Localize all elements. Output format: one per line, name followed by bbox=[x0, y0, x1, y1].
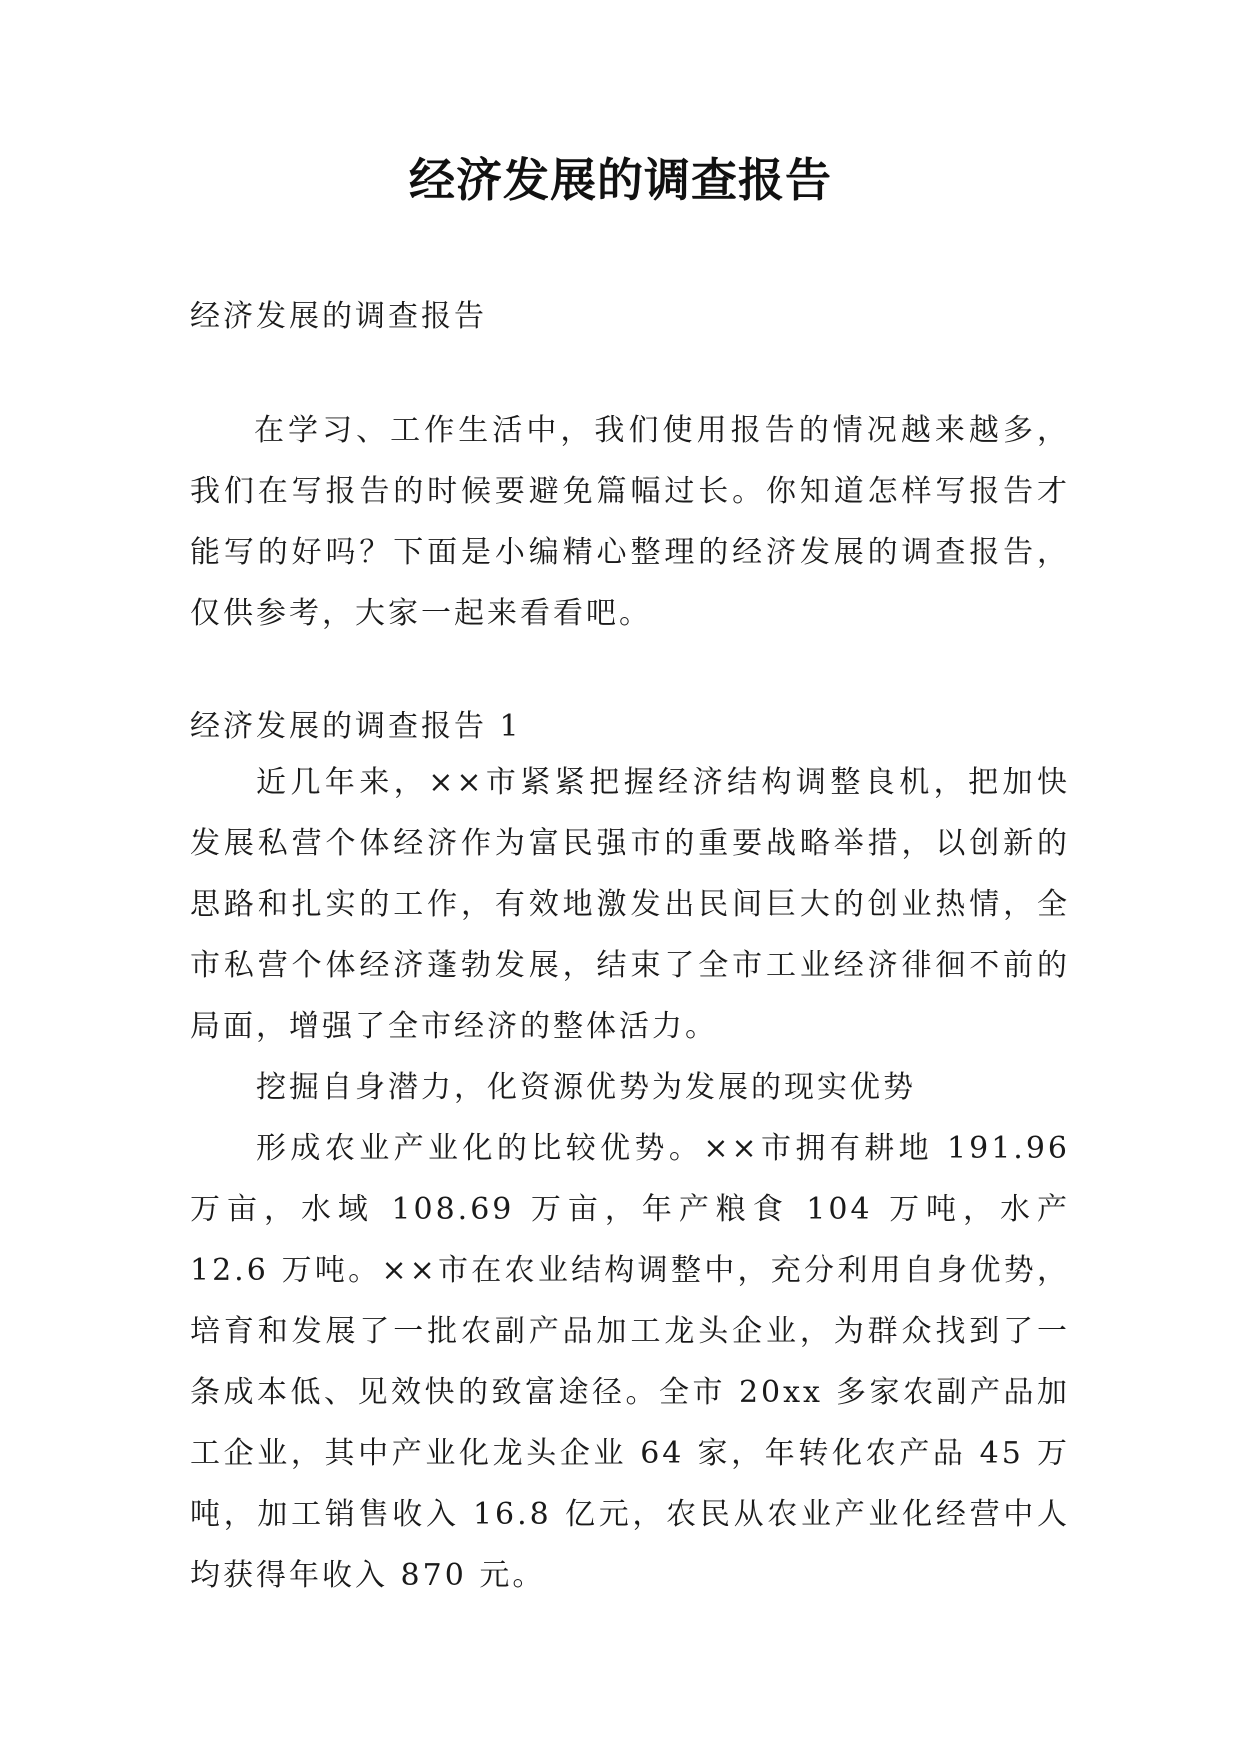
body-paragraph-1: 近几年来，××市紧紧把握经济结构调整良机，把加快发展私营个体经济作为富民强市的重要战略举措，以创新的思路和扎实的工作，有效地激发出民间巨大的创业热情，全市私营个体经济蓬勃发展，结束了全市工业经济徘徊不前的局面，增强了全市经济的整体活力。 bbox=[190, 765, 1070, 1044]
body-paragraph-3: 形成农业产业化的比较优势。××市拥有耕地 191.96 万亩，水域 108.69 万亩，年产粮食 104 万吨，水产 12.6 万吨。××市在农业结构调整中，充分利用自身优势，培育和发展了一批农副产品加工龙头企业，为群众找到了一条成本低、见效快的致富途径。全市 20xx 多家农副产品加工企业，其中产业化龙头企业 64 家，年转化农产品 45 万吨，加工销售收入 16.8 亿元，农民从农业产业化经营中人均获得年收入 870 元。 bbox=[190, 1131, 1070, 1593]
intro-paragraph: 在学习、工作生活中，我们使用报告的情况越来越多，我们在写报告的时候要避免篇幅过长。你知道怎样写报告才能写的好吗？下面是小编精心整理的经济发展的调查报告，仅供参考，大家一起来看看吧。 bbox=[190, 413, 1070, 631]
document-subtitle: 经济发展的调查报告 bbox=[190, 299, 487, 334]
section-body bbox=[190, 752, 1070, 1606]
section-heading-1: 经济发展的调查报告 1 bbox=[190, 709, 522, 744]
body-paragraph-2: 挖掘自身潜力，化资源优势为发展的现实优势 bbox=[256, 1070, 916, 1105]
document-title: 经济发展的调查报告 bbox=[409, 153, 832, 207]
